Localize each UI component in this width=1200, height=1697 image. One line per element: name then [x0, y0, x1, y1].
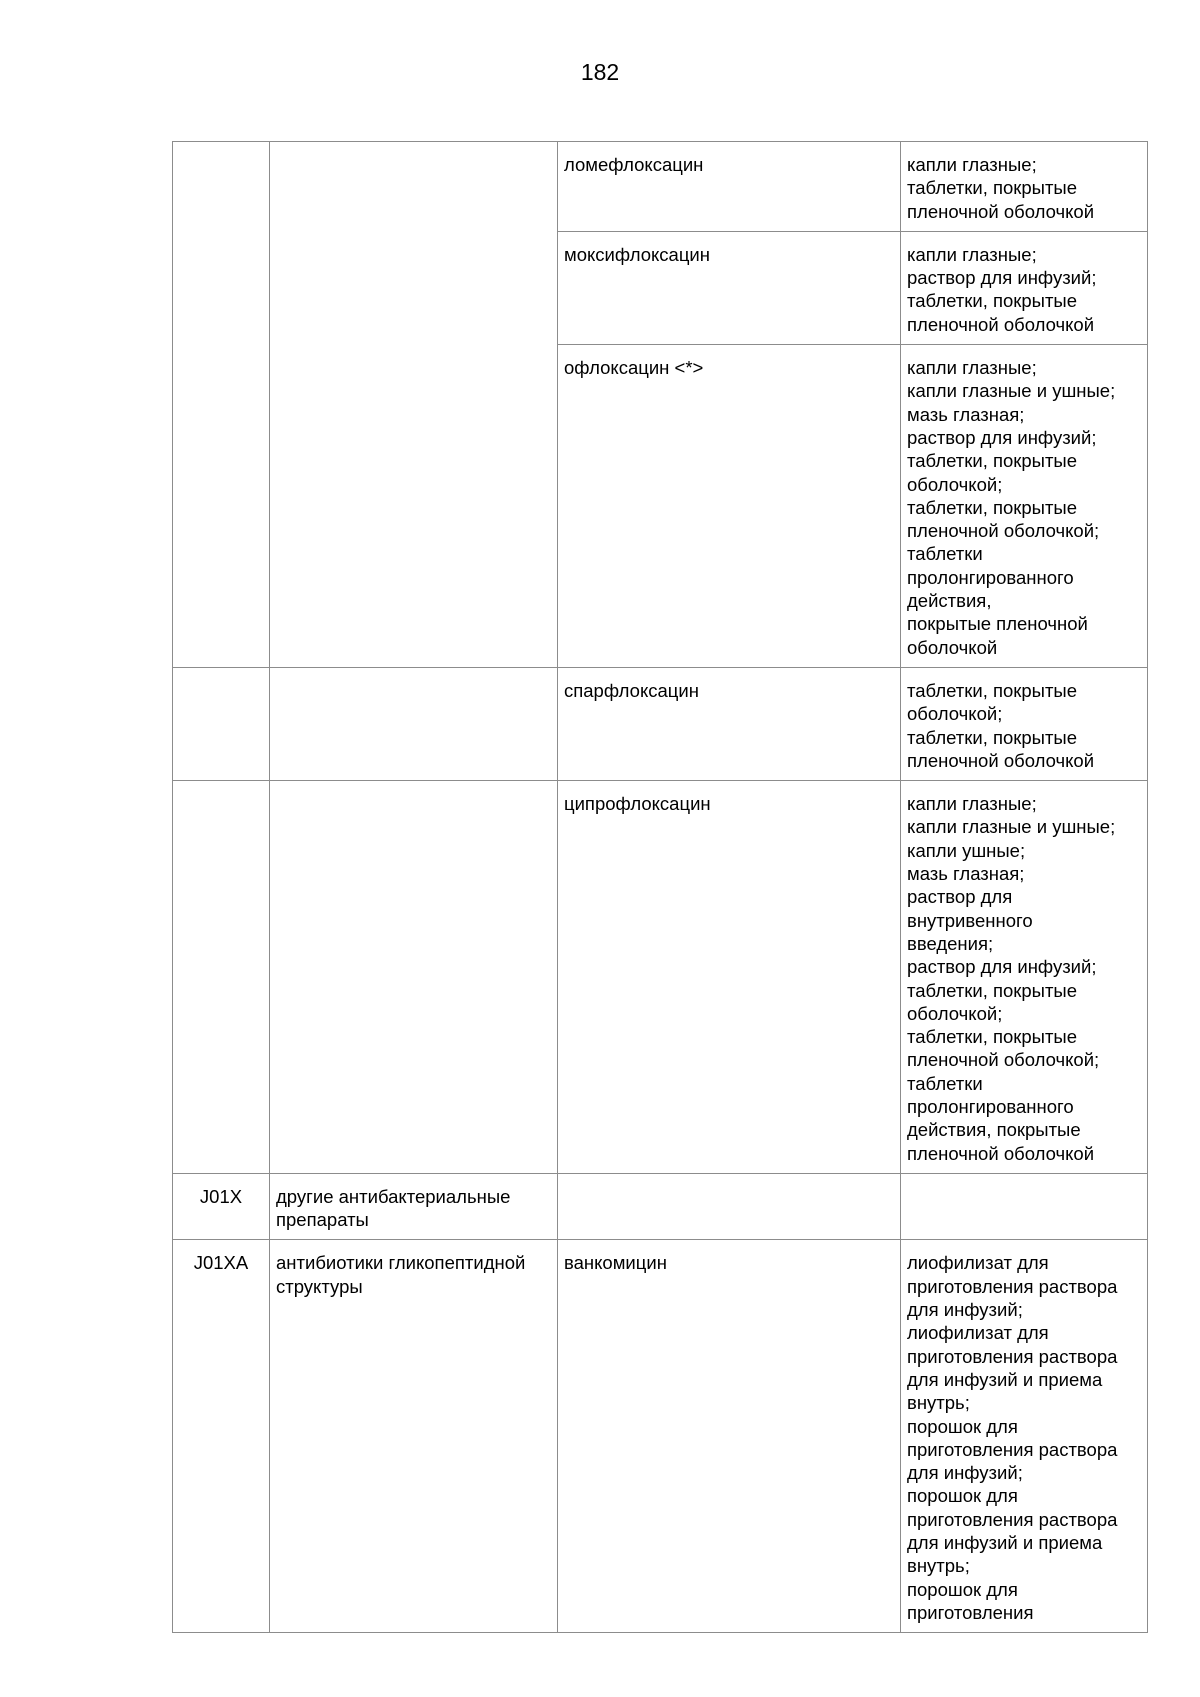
- dosage-forms-cell: [901, 142, 1148, 232]
- dosage-forms-cell: [901, 667, 1148, 780]
- atc-code-cell: [173, 781, 270, 1174]
- dosage-forms-cell: [901, 231, 1148, 344]
- drug-name-cell: ломефлоксацин: [558, 142, 901, 232]
- group-name-cell: [270, 667, 558, 780]
- drug-table: [172, 141, 1148, 1633]
- atc-code-cell: [173, 667, 270, 780]
- page-number: 182: [580, 59, 620, 85]
- dosage-forms-cell: [901, 1240, 1148, 1633]
- drug-name-cell: [558, 1173, 901, 1240]
- dosage-forms-text: лиофилизат для приготовления раствора для инфузий; лиофилизат для приготовления раствора для инфузий и приема внутрь; порошок для приготовления раствора для инфузий; порошок для приготовления раствора для инфузий и приема внутрь; порошок для приготовления: [907, 1252, 1118, 1623]
- table-row: [173, 1240, 1148, 1633]
- table-row: [173, 142, 1148, 232]
- atc-code-cell: [173, 142, 270, 668]
- drug-name-cell: моксифлоксацин: [558, 231, 901, 344]
- dosage-forms-text: капли глазные; раствор для инфузий; таблетки, покрытые пленочной оболочкой: [907, 243, 1097, 335]
- drug-name-cell: ципрофлоксацин: [558, 781, 901, 1174]
- drug-name-cell: спарфлоксацин: [558, 667, 901, 780]
- group-name-cell: [270, 142, 558, 668]
- table-row: [173, 667, 1148, 780]
- dosage-forms-text: капли глазные; таблетки, покрытые пленочной оболочкой: [907, 154, 1095, 222]
- atc-code-cell: J01XA: [173, 1240, 270, 1633]
- dosage-forms-cell: [901, 781, 1148, 1174]
- dosage-forms-text: капли глазные; капли глазные и ушные; капли ушные; мазь глазная; раствор для внутривенного введения; раствор для инфузий; таблетки, покрытые оболочкой; таблетки, покрытые пленочной оболочкой; таблетки пролонгированного действия, покрытые пленочной оболочкой: [907, 793, 1116, 1164]
- dosage-forms-text: капли глазные; капли глазные и ушные; мазь глазная; раствор для инфузий; таблетки, покрытые оболочкой; таблетки, покрытые пленочной оболочкой; таблетки пролонгированного действия, покрытые пленочной оболочкой: [907, 357, 1116, 658]
- drug-name-cell: ванкомицин: [558, 1240, 901, 1633]
- group-name-cell: другие антибактериальные препараты: [270, 1173, 558, 1240]
- group-name-cell: [270, 781, 558, 1174]
- drug-name-cell: офлоксацин <*>: [558, 345, 901, 668]
- atc-code-cell: J01X: [173, 1173, 270, 1240]
- group-name-cell: антибиотики гликопептидной структуры: [270, 1240, 558, 1633]
- table-row: [173, 781, 1148, 1174]
- dosage-forms-text: таблетки, покрытые оболочкой; таблетки, покрытые пленочной оболочкой: [907, 679, 1095, 771]
- dosage-forms-cell: [901, 1173, 1148, 1240]
- table-row: [173, 1173, 1148, 1240]
- dosage-forms-cell: [901, 345, 1148, 668]
